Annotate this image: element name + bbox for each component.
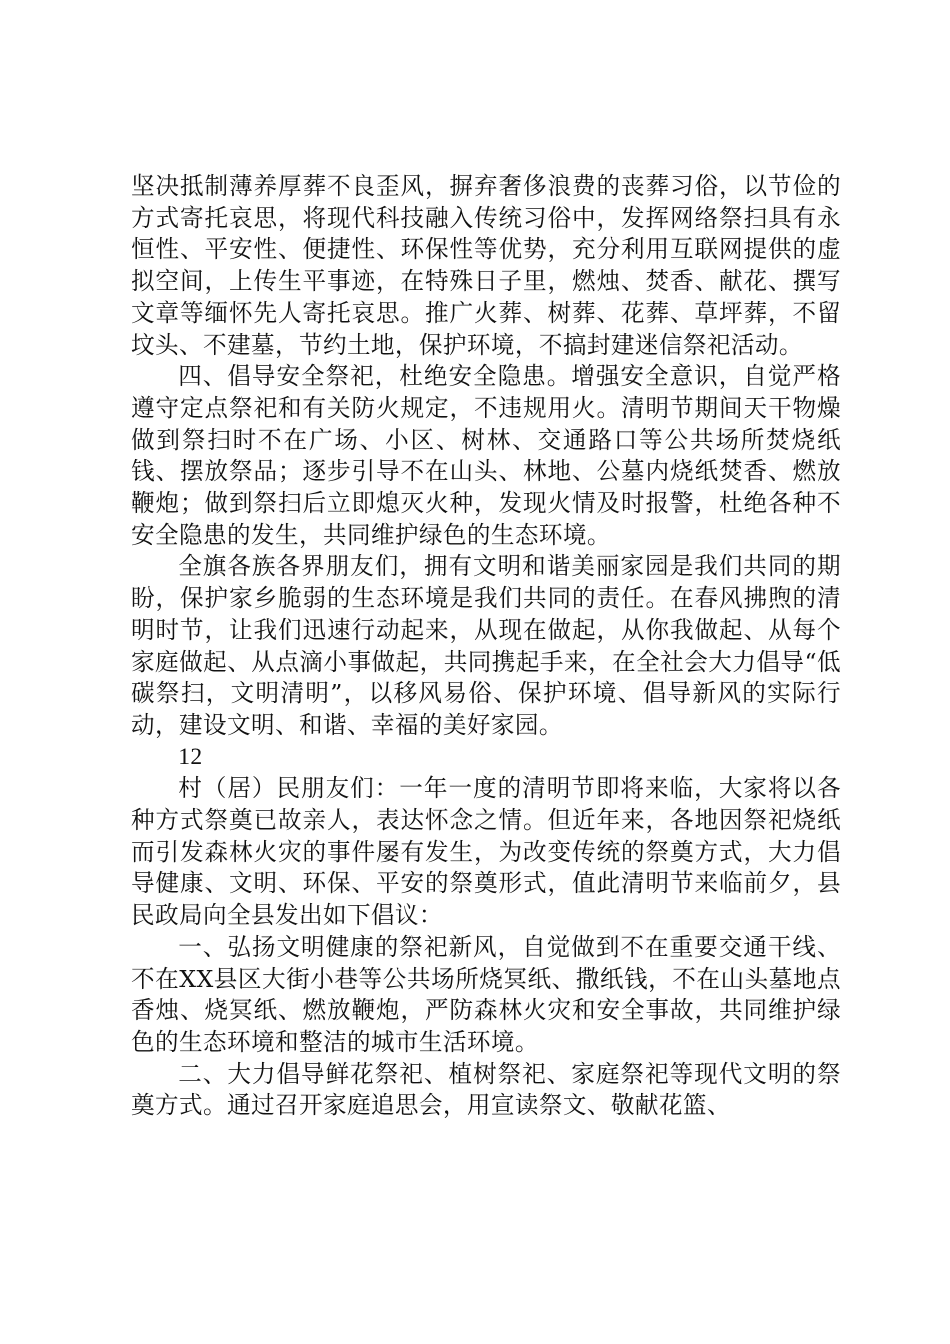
paragraph-funeral-customs: 坚决抵制薄养厚葬不良歪风，摒弃奢侈浪费的丧葬习俗，以节俭的方式寄托哀思，将现代科技融入传统习俗中，发挥网络祭扫具有永恒性、平安性、便捷性、环保性等优势，充分利用互联网提供的虚拟空间，上传生平事迹，在特殊日子里，燃烛、焚香、献花、撰写文章等缅怀先人寄托哀思。推广火葬、树葬、花葬、草坪葬，不留坟头、不建墓，节约土地，保护环境，不搞封建迷信祭祀活动。 (131, 172, 841, 359)
page-number: 12 (178, 743, 203, 770)
document-body (131, 171, 841, 1122)
paragraph-call-to-action: 全旗各族各界朋友们，拥有文明和谐美丽家园是我们共同的期盼，保护家乡脆弱的生态环境是我们共同的责任。在春风拂煦的清明时节，让我们迅速行动起来，从现在做起，从你我做起、从每个家庭做起、从点滴小事做起，共同携起手来，在全社会大力倡导“低碳祭扫，文明清明”，以移风易俗、保护环境、倡导新风的实际行动，建设文明、和谐、幸福的美好家园。 (131, 552, 841, 739)
paragraph-villagers-intro: 村（居）民朋友们：一年一度的清明节即将来临，大家将以各种方式祭奠已故亲人，表达怀念之情。但近年来，各地因祭祀烧纸而引发森林火灾的事件屡有发生，为改变传统的祭奠方式，大力倡导健康、文明、环保、平安的祭奠形式，值此清明节来临前夕，县民政局向全县发出如下倡议： (131, 774, 841, 930)
paragraph-safety-sacrifice: 四、倡导安全祭祀，杜绝安全隐患。增强安全意识，自觉严格遵守定点祭祀和有关防火规定，不违规用火。清明节期间天干物燥做到祭扫时不在广场、小区、树林、交通路口等公共场所焚烧纸钱、摆放祭品；逐步引导不在山头、林地、公墓内烧纸焚香、燃放鞭炮；做到祭扫后立即熄灭火种，发现火情及时报警，杜绝各种不安全隐患的发生，共同维护绿色的生态环境。 (131, 362, 841, 549)
paragraph-proposal-two: 二、大力倡导鲜花祭祀、植树祭祀、家庭祭祀等现代文明的祭奠方式。通过召开家庭追思会，用宣读祭文、敬献花篮、 (131, 1059, 841, 1120)
paragraph-proposal-one: 一、弘扬文明健康的祭祀新风，自觉做到不在重要交通干线、不在XX县区大街小巷等公共场所烧冥纸、撒纸钱，不在山头墓地点香烛、烧冥纸、燃放鞭炮，严防森林火灾和安全事故，共同维护绿色的生态环境和整洁的城市生活环境。 (131, 932, 841, 1056)
